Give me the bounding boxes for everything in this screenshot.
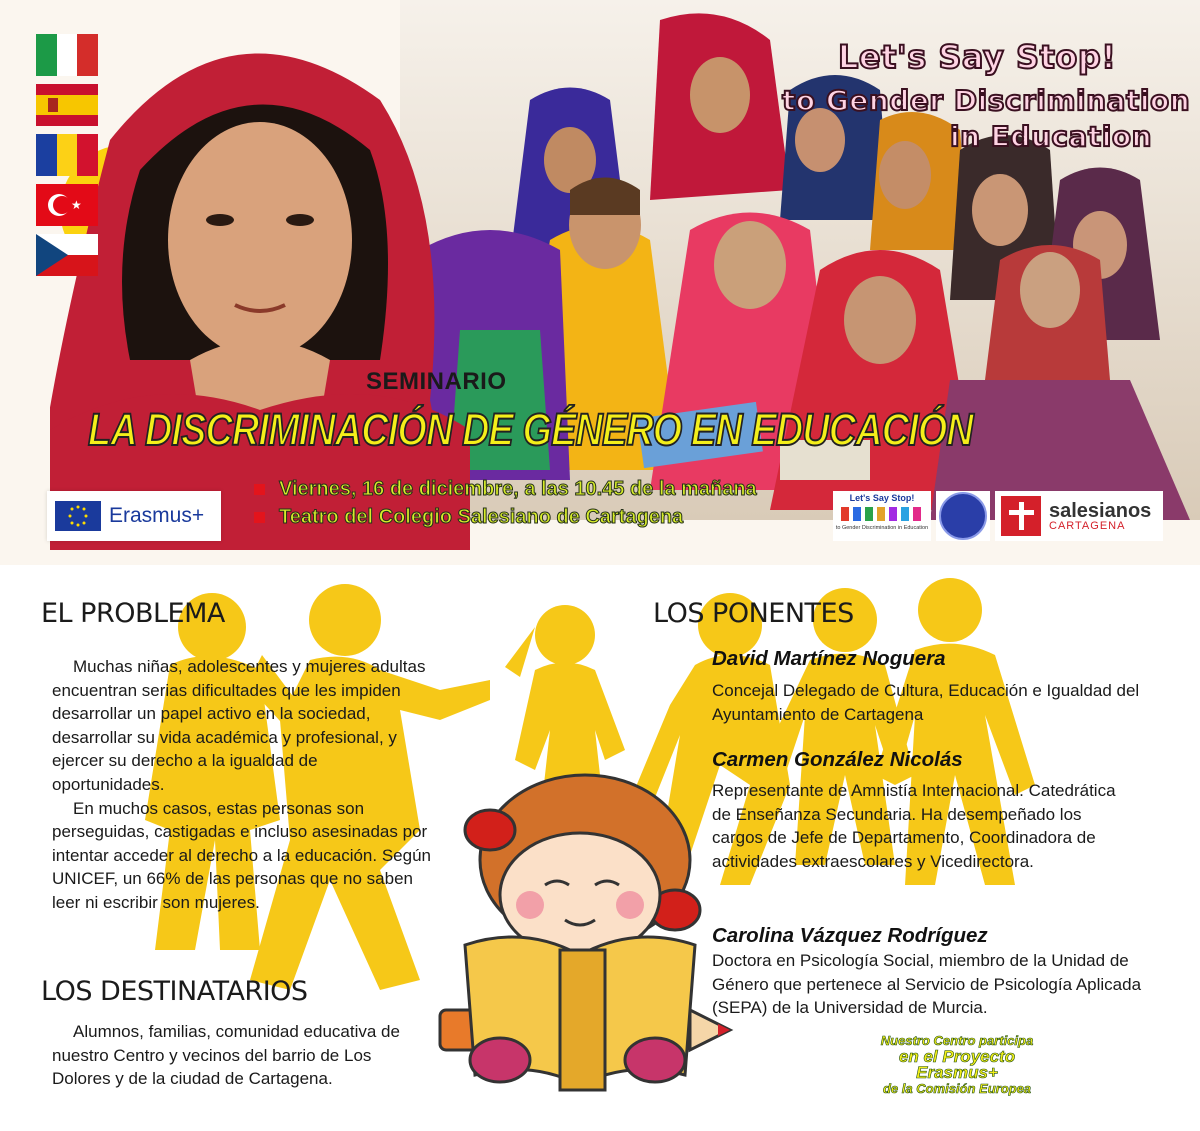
- audience-heading: LOS DESTINATARIOS: [41, 976, 308, 1007]
- slogan-line-3: in Education: [950, 120, 1153, 153]
- girl-portrait-photo: [50, 30, 470, 550]
- speakers-heading: LOS PONENTES: [653, 598, 854, 629]
- school-circle-logo: [936, 491, 990, 541]
- header-photo-banner: [0, 0, 1200, 565]
- problem-text: [52, 655, 432, 915]
- red-bullet-icon: [254, 484, 265, 495]
- eu-flag-icon: [55, 501, 101, 531]
- audience-text: [52, 1020, 402, 1091]
- slogan-line-2: to Gender Discrimination: [782, 84, 1191, 117]
- footnote-line-3: de la Comisión Europea: [882, 1081, 1032, 1096]
- speaker-desc-3: Doctora en Psicología Social, miembro de la Unidad de Género que pertenece al Servicio de Psicología Aplicada (SEPA) de la Universidad de Murcia.: [712, 951, 1142, 1018]
- kids-row-icon: [833, 503, 931, 525]
- speaker-desc-2: Representante de Amnistía Internacional. Catedrática de Enseñanza Secundaria. Ha desempeñado los cargos de Jefe de Departamento, Coordinadora de actividades extraescolares y Vicedirectora.: [712, 781, 1116, 871]
- page-title: LA DISCRIMINACIÓN DE GÉNERO EN EDUCACIÓN: [88, 404, 973, 455]
- lets-say-stop-logo-text: Let's Say Stop!: [849, 493, 915, 503]
- problem-paragraph-2: En muchos casos, estas personas son perseguidas, castigadas e incluso asesinadas por intentar acceder al derecho a la educación. Según UNICEF, un 66% de las personas que no saben leer ni escribir son mujeres.: [52, 798, 431, 912]
- venue-text: Teatro del Colegio Salesiano de Cartagena: [279, 506, 684, 528]
- problem-heading: EL PROBLEMA: [41, 598, 225, 629]
- erasmus-logo: [47, 491, 221, 541]
- footnote-line-1: Nuestro Centro participa: [880, 1033, 1034, 1048]
- slogan-line-1: Let's Say Stop!: [838, 38, 1117, 76]
- salesianos-cross-icon: [1001, 496, 1041, 536]
- date-text: Viernes, 16 de diciembre, a las 10.45 de la mañana: [279, 478, 757, 500]
- speaker-name-1: David Martínez Noguera: [712, 647, 946, 670]
- romania-flag-icon: [36, 134, 98, 176]
- venue-line: [254, 506, 683, 529]
- turkey-flag-icon: ★: [36, 184, 98, 226]
- date-line: [254, 478, 757, 501]
- salesianos-logo-subtext: CARTAGENA: [1049, 519, 1126, 532]
- erasmus-participation-note: [862, 1033, 1052, 1097]
- spain-flag-icon: [36, 84, 98, 126]
- speaker-desc-1: Concejal Delegado de Cultura, Educación e Igualdad del Ayuntamiento de Cartagena: [712, 681, 1140, 724]
- italy-flag-icon: [36, 34, 98, 76]
- salesianos-logo: [995, 491, 1163, 541]
- lets-say-stop-logo-caption: to Gender Discrimination in Education: [835, 525, 929, 531]
- red-bullet-icon: [254, 512, 265, 523]
- globe-icon: [939, 492, 987, 540]
- speaker-name-3: Carolina Vázquez Rodríguez: [712, 924, 988, 947]
- erasmus-logo-text: Erasmus+: [109, 504, 205, 527]
- czech-flag-icon: [36, 234, 98, 276]
- speaker-name-2: Carmen González Nicolás: [712, 748, 963, 771]
- footnote-line-2: en el Proyecto Erasmus+: [898, 1047, 1016, 1082]
- seminar-label: SEMINARIO: [366, 368, 507, 395]
- audience-paragraph: Alumnos, familias, comunidad educativa de nuestro Centro y vecinos del barrio de Los Dolores y de la ciudad de Cartagena.: [52, 1022, 400, 1089]
- lets-say-stop-logo: [833, 491, 931, 541]
- salesianos-logo-text: salesianos: [1049, 499, 1152, 522]
- reading-girl-illustration: [430, 770, 740, 1110]
- problem-paragraph-1: Muchas niñas, adolescentes y mujeres adultas encuentran serias dificultades que les impiden desarrollar un papel activo en la sociedad, desarrollar su vida académica y profesional, y ejercer su derecho a la igualdad de oportunidades.: [52, 657, 426, 794]
